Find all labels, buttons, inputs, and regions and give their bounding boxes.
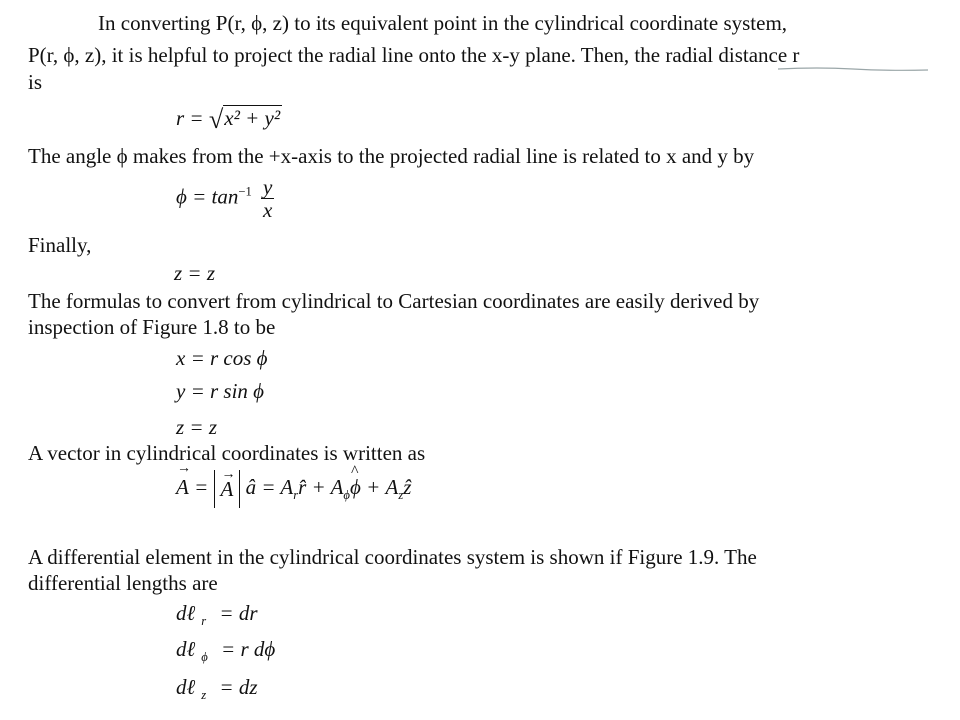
diff-line-1: A differential element in the cylindrical coordinates system is shown if Figure 1.9. The [28, 545, 757, 569]
angle-line: The angle ϕ makes from the +x-axis to the projected radial line is related to x and y by [28, 144, 755, 168]
sub-z: z [398, 488, 404, 502]
phi-equation [176, 176, 274, 221]
sqrt-body: x² + y² [224, 106, 281, 130]
dl-z-equation [176, 674, 258, 703]
phi-fraction [261, 176, 274, 221]
z-equation-2: z = z [176, 415, 218, 439]
vector-equation [176, 470, 411, 508]
vector-magnitude [214, 470, 241, 508]
sub-phi: ϕ [343, 488, 350, 502]
y-equation: y = r sin ϕ [176, 379, 265, 403]
dl-z-symbol: dℓ [176, 675, 196, 699]
vector-plus-1: + A [306, 474, 344, 499]
phi-eq-exponent: −1 [238, 184, 252, 199]
intro-line-1: In converting P(r, ϕ, z) to its equivalent point in the cylindrical coordinate system, [98, 11, 788, 35]
dl-r-equation [176, 600, 258, 629]
formulas-line-1: The formulas to convert from cylindrical to Cartesian coordinates are easily derived by [28, 289, 760, 313]
dl-r-symbol: dℓ [176, 601, 196, 625]
vector-eq-sign: = [194, 474, 209, 499]
phi-eq-lhs: ϕ = tan [176, 184, 239, 209]
unit-vector-r: r̂ [298, 474, 307, 499]
dl-phi-sub: ϕ [201, 650, 208, 665]
radical-icon: √ [208, 105, 224, 134]
x-equation: x = r cos ϕ [176, 346, 268, 370]
dl-z-sub: z [201, 688, 207, 703]
dl-z-rhs: = dz [219, 675, 258, 699]
sub-r: r [293, 488, 299, 502]
dl-r-sub: r [201, 614, 207, 629]
unit-vector-z: ẑ [403, 474, 412, 499]
r-eq-lhs: r = [176, 106, 204, 130]
dl-phi-symbol: dℓ [176, 637, 196, 661]
dl-r-rhs: = dr [219, 601, 258, 625]
unit-vector-phi: ^ ϕ [350, 474, 361, 500]
sqrt-expression [209, 104, 282, 137]
vector-rhs-start: = A [261, 474, 294, 499]
vector-line: A vector in cylindrical coordinates is written as [28, 441, 426, 465]
dl-phi-equation [176, 636, 276, 665]
phi-fraction-denominator: x [263, 198, 273, 223]
intro-line-2: P(r, ϕ, z), it is helpful to project the radial line onto the x-y plane. Then, the radial distance r [28, 43, 800, 67]
dl-phi-rhs: = r dϕ [221, 637, 276, 661]
unit-vector-a: â [245, 474, 257, 499]
r-equation [176, 104, 282, 137]
intro-line-3: is [28, 70, 43, 94]
formulas-line-2: inspection of Figure 1.8 to be [28, 315, 276, 339]
vector-magnitude-a: → A [221, 470, 234, 508]
vector-plus-2: + A [360, 474, 399, 499]
finally-line: Finally, [28, 233, 92, 257]
z-equation: z = z [174, 261, 216, 285]
vector-a: → A [176, 474, 189, 500]
diff-line-2: differential lengths are [28, 571, 218, 595]
pencil-mark [778, 67, 928, 71]
phi-fraction-numerator: y [263, 175, 273, 199]
